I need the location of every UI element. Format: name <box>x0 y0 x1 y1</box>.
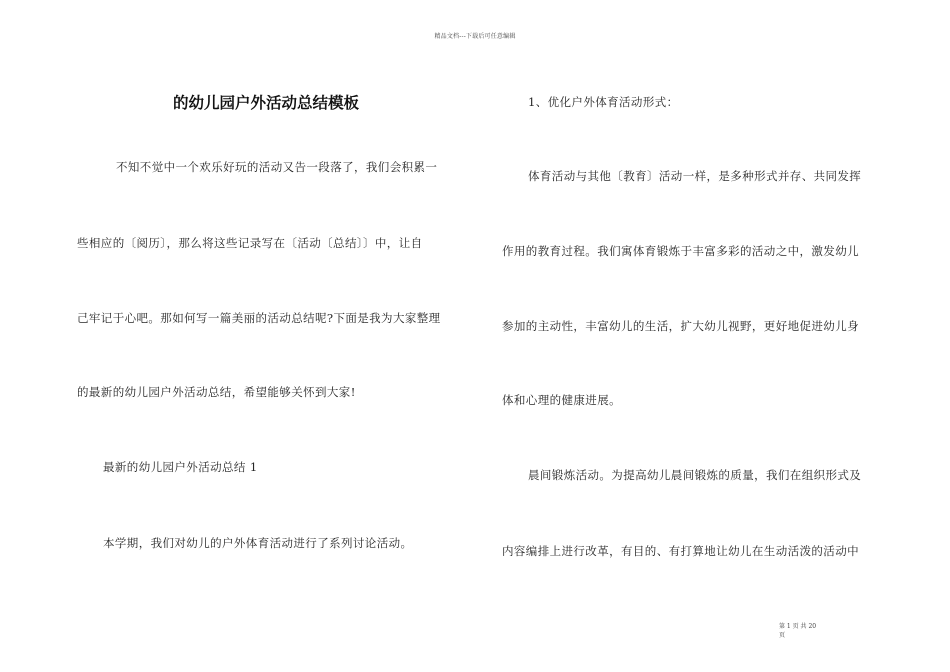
right-paragraph-line: 内容编排上进行改革，有目的、有打算地让幼儿在生动活泼的活动中 <box>502 544 859 558</box>
section-heading: 最新的幼儿园户外活动总结 1 <box>103 460 258 474</box>
left-paragraph-line: 些相应的〔阅历〕，那么将这些记录写在〔活动〔总结〕〕中，让自 <box>77 236 423 250</box>
left-paragraph-line: 的最新的幼儿园户外活动总结，希望能够关怀到大家! <box>77 385 356 399</box>
page-number <box>779 622 839 640</box>
left-paragraph-line: 己牢记于心吧。那如何写一篇美丽的活动总结呢?下面是我为大家整理 <box>77 311 441 325</box>
document-title: 的幼儿园户外活动总结模板 <box>172 94 359 112</box>
page-number-line: 页 <box>779 632 786 639</box>
right-paragraph-line: 体和心理的健康进展。 <box>502 393 621 407</box>
right-paragraph-line: 作用的教育过程。我们寓体育锻炼于丰富多彩的活动之中，激发幼儿 <box>502 244 859 258</box>
right-paragraph-line: 参加的主动性，丰富幼儿的生活，扩大幼儿视野，更好地促进幼儿身 <box>502 319 859 333</box>
right-paragraph-line: 晨间锻炼活动。为提高幼儿晨间锻炼的质量，我们在组织形式及 <box>528 468 862 482</box>
document-header-note: 精品文档---下载后可任意编辑 <box>434 33 516 40</box>
left-paragraph-line: 本学期，我们对幼儿的户外体育活动进行了系列讨论活动。 <box>103 536 413 550</box>
right-paragraph-line: 体育活动与其他〔教育〕活动一样，是多种形式并存、共同发挥 <box>528 169 862 183</box>
left-paragraph-line: 不知不觉中一个欢乐好玩的活动又告一段落了，我们会积累一 <box>116 160 438 174</box>
subsection-heading: 1、优化户外体育活动形式： <box>528 95 679 109</box>
page-number-line: 第 1 页 共 20 <box>779 623 817 630</box>
